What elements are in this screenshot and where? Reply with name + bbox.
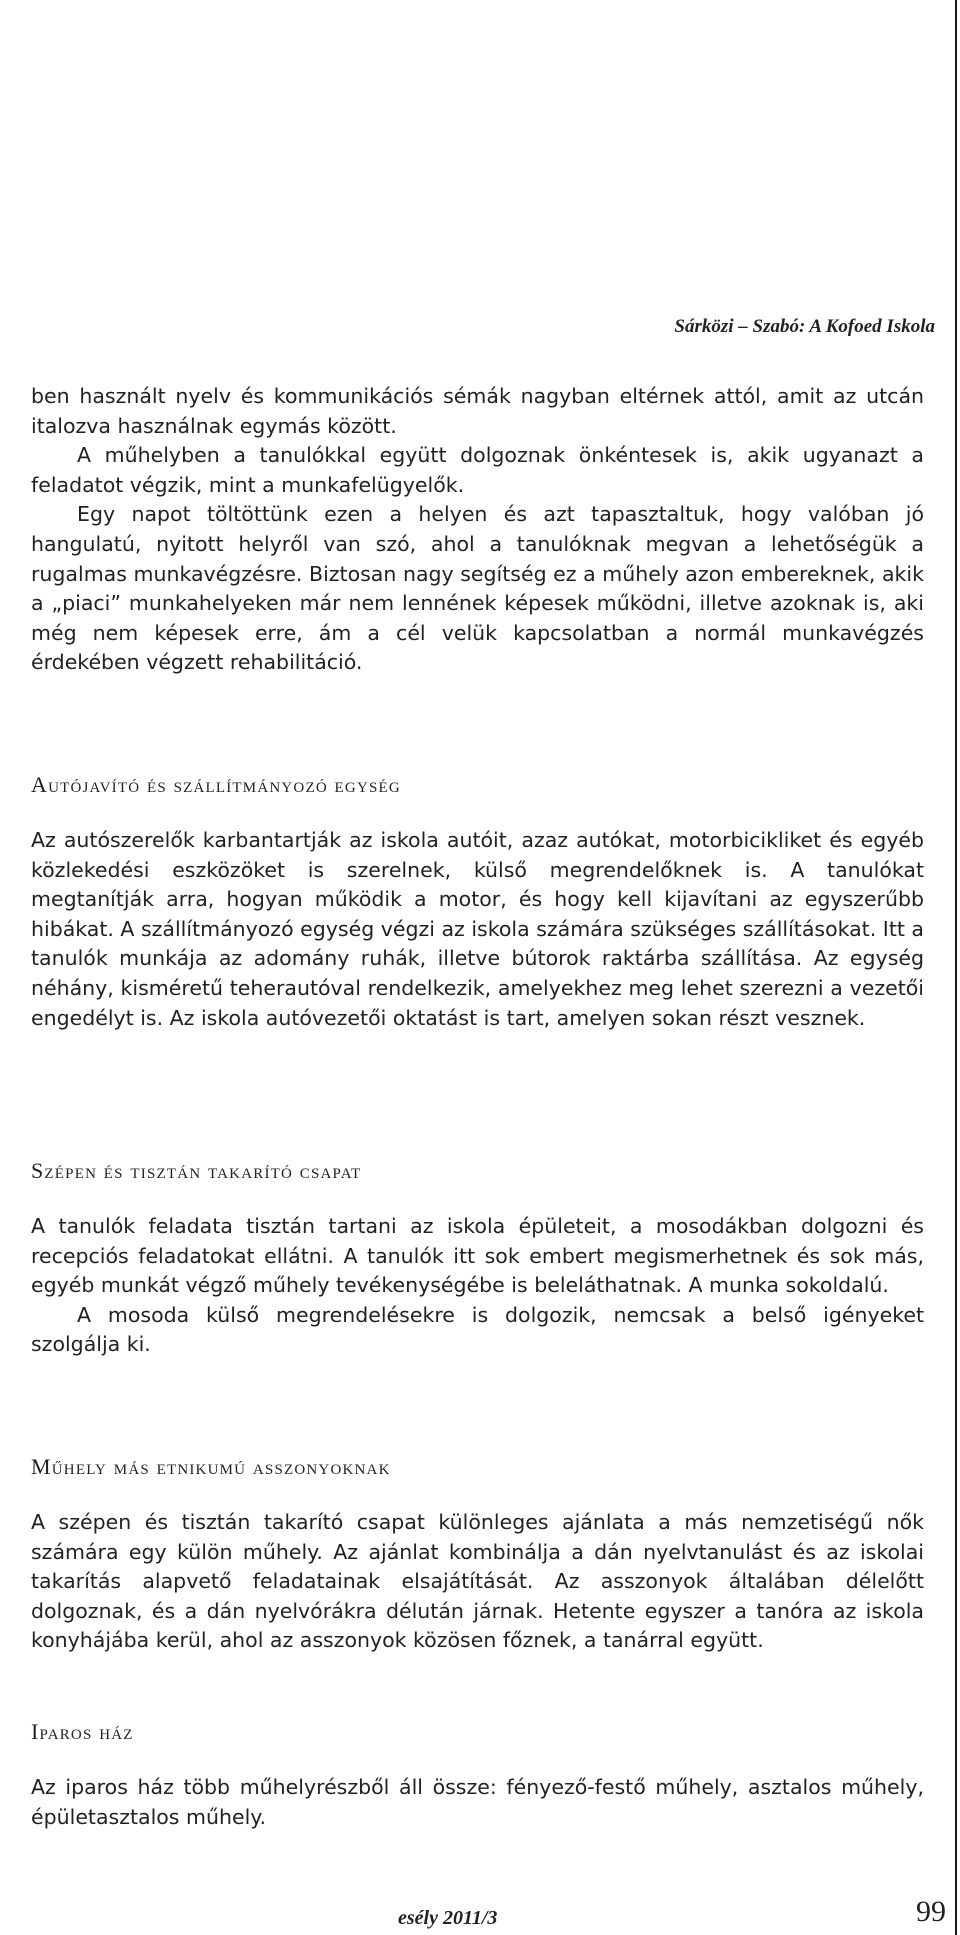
running-head: Sárközi – Szabó: A Kofoed Iskola xyxy=(674,316,935,337)
section-heading-iparos: Iparos ház xyxy=(31,1719,134,1744)
section-heading-women: Műhely más etnikumú asszonyoknak xyxy=(31,1454,391,1479)
page-number: 99 xyxy=(916,1895,946,1928)
section-iparos-paragraph-1: Az iparos ház több műhelyrészből áll össze: fényező-festő műhely, asztalos műhely, épületasztalos műhely. xyxy=(31,1775,924,1829)
section-auto-paragraph-1: Az autószerelők karbantartják az iskola autóit, azaz autókat, motorbicikliket és egyéb közlekedési eszközöket is szerelnek, külső megrendelőknek is. A tanulókat megtanítják arra, hogyan működik a motor, és hogy kell kijavítani az egyszerűbb hibákat. A szállítmányozó egység végzi az iskola számára szükséges szállításokat. Itt a tanulók munkája az adomány ruhák, illetve bútorok raktárba szállítása. Az egység néhány, kisméretű teherautóval rendelkezik, amelyekhez meg lehet szerezni a vezetői engedélyt is. Az iskola autóvezetői oktatást is tart, amelyen sokan részt vesznek. xyxy=(31,828,924,1030)
section-body-iparos xyxy=(31,1773,924,1832)
section-cleaning-paragraph-1: A tanulók feladata tisztán tartani az iskola épületeit, a mosodákban dolgozni és recepciós feladatokat ellátni. A tanulók itt sok embert megismerhetnek és sok más, egyéb munkát végző műhely tevékenységébe is beleláthatnak. A munka sokoldalú. xyxy=(31,1214,924,1298)
section-body-auto xyxy=(31,826,924,1033)
footer-journal-title: esély 2011/3 xyxy=(398,1907,498,1929)
page-edge-rule xyxy=(955,0,957,1935)
section-cleaning-paragraph-2: A mosoda külső megrendelésekre is dolgozik, nemcsak a belső igényeket szolgálja ki. xyxy=(31,1302,924,1357)
intro-paragraph-2: A műhelyben a tanulókkal együtt dolgoznak önkéntesek is, akik ugyanazt a feladatot végzik, mint a munkafelügyelők. xyxy=(31,443,924,497)
intro-paragraph-1: ben használt nyelv és kommunikációs sémák nagyban eltérnek attól, amit az utcán italozva használnak egymás között. xyxy=(31,384,924,438)
section-heading-auto: Autójavító és szállítmányozó egység xyxy=(31,772,401,797)
intro-paragraph-3: Egy napot töltöttünk ezen a helyen és azt tapasztaltuk, hogy valóban jó hangulatú, nyitott helyről van szó, ahol a tanulóknak megvan a lehetőségük a rugalmas munkavégzésre. Biztosan nagy segítség ez a műhely azon embereknek, akik a „piaci” munkahelyeken már nem lennének képesek működni, illetve azoknak is, aki még nem képesek erre, ám a cél velük kapcsolatban a normál munkavégzés érdekében végzett rehabilitáció. xyxy=(31,502,924,675)
section-women-paragraph-1: A szépen és tisztán takarító csapat különleges ajánlata a más nemzetiségű nők számára egy külön műhely. Az ajánlat kombinálja a dán nyelvtanulást és az iskolai takarítás alapvető feladatainak elsajátítását. Az asszonyok általában délelőtt dolgoznak, és a dán nyelvórákra délután járnak. Hetente egyszer a tanóra az iskola konyhájába kerül, ahol az asszonyok közösen főznek, a tanárral együtt. xyxy=(31,1510,924,1653)
section-body-women xyxy=(31,1508,924,1656)
section-body-cleaning xyxy=(31,1212,924,1360)
section-heading-cleaning: Szépen és tisztán takarító csapat xyxy=(31,1158,362,1183)
intro-text xyxy=(31,382,924,678)
